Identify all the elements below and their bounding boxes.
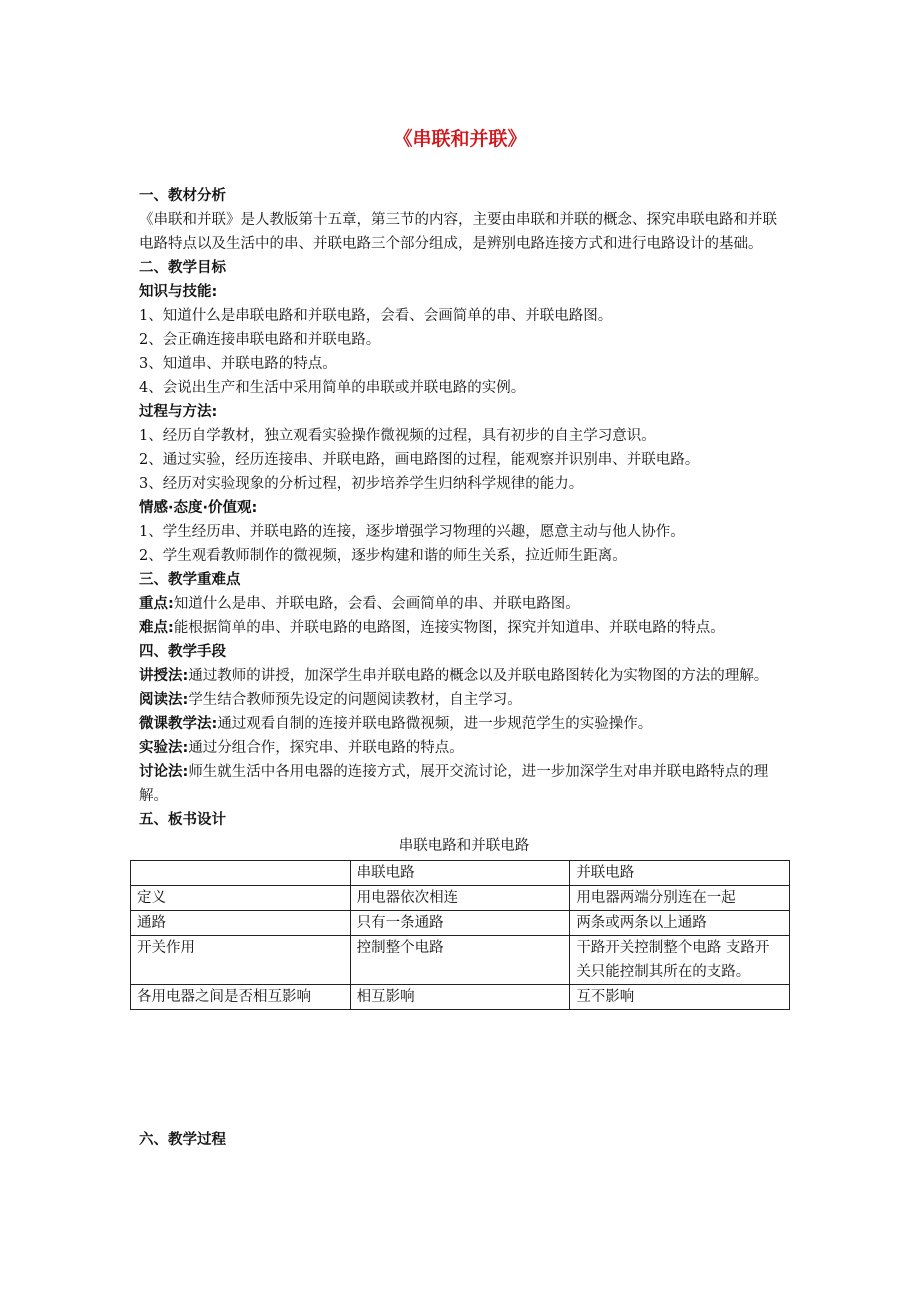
key-point [139,592,789,616]
table-header-row [131,861,790,886]
table-header-cell [131,861,351,886]
paragraph: 《串联和并联》是人教版第十五章，第三节的内容，主要由串联和并联的概念、探究串联电路和并联电路特点以及生活中的串、并联电路三个部分组成，是辨别电路连接方式和进行电路设计的基础。 [139,212,777,252]
difficult-point [139,616,789,640]
list-item: 4、会说出生产和生活中采用简单的串联或并联电路的实例。 [139,380,526,396]
table-row [131,886,790,911]
method-item [139,712,789,736]
table-cell: 干路开关控制整个电路 支路开关只能控制其所在的支路。 [570,936,790,985]
key-text: 知道什么是串、并联电路，会看、会画简单的串、并联电路图。 [173,596,580,612]
list-item: 1、经历自学教材，独立观看实验操作微视频的过程，具有初步的自主学习意识。 [139,428,656,444]
table-row [131,985,790,1010]
page-title: 《串联和并联》 [393,128,527,150]
table-cell: 各用电器之间是否相互影响 [131,985,351,1010]
table-cell: 开关作用 [131,936,351,985]
method-text: 通过分组合作，探究串、并联电路的特点。 [188,740,464,756]
method-item [139,664,789,688]
method-text: 学生结合教师预先设定的问题阅读教材，自主学习。 [188,692,522,708]
table-cell: 用电器依次相连 [350,886,570,911]
list-item: 2、通过实验，经历连接串、并联电路，画电路图的过程，能观察并识别串、并联电路。 [139,452,700,468]
document-body [139,184,789,1010]
list-item: 3、经历对实验现象的分析过程，初步培养学生归纳科学规律的能力。 [139,476,584,492]
method-item [139,736,789,760]
method-label: 微课教学法: [139,716,218,732]
table-cell: 两条或两条以上通路 [570,911,790,936]
table-cell: 定义 [131,886,351,911]
subheading: 知识与技能: [139,284,218,300]
subheading: 情感·态度·价值观: [139,500,258,516]
difficult-text: 能根据简单的串、并联电路的电路图，连接实物图，探究并知道串、并联电路的特点。 [173,620,725,636]
method-item [139,760,789,808]
method-label: 讨论法: [139,764,189,780]
table-cell: 相互影响 [350,985,570,1010]
section-heading: 一、教材分析 [139,188,226,204]
list-item: 2、学生观看教师制作的微视频，逐步构建和谐的师生关系，拉近师生距离。 [139,548,627,564]
table-cell: 控制整个电路 [350,936,570,985]
table-cell: 用电器两端分别连在一起 [570,886,790,911]
table-row [131,911,790,936]
method-text: 师生就生活中各用电器的连接方式，展开交流讨论，进一步加深学生对串并联电路特点的理解。 [139,764,769,804]
table-cell: 只有一条通路 [350,911,570,936]
method-label: 实验法: [139,740,189,756]
list-item: 1、学生经历串、并联电路的连接，逐步增强学习物理的兴趣，愿意主动与他人协作。 [139,524,685,540]
method-label: 讲授法: [139,668,189,684]
section-heading: 五、板书设计 [139,812,226,828]
section-heading: 二、教学目标 [139,260,226,276]
table-cell: 互不影响 [570,985,790,1010]
subheading: 过程与方法: [139,404,218,420]
section-heading: 四、教学手段 [139,644,226,660]
list-item: 1、知道什么是串联电路和并联电路，会看、会画简单的串、并联电路图。 [139,308,613,324]
table-row [131,936,790,985]
table-header-cell: 并联电路 [570,861,790,886]
list-item: 3、知道串、并联电路的特点。 [139,356,337,372]
method-text: 通过教师的讲授，加深学生串并联电路的概念以及并联电路图转化为实物图的方法的理解。 [188,668,769,684]
method-item [139,688,789,712]
blackboard-table [130,860,790,1010]
list-item: 2、会正确连接串联电路和并联电路。 [139,332,381,348]
method-label: 阅读法: [139,692,189,708]
section-heading: 六、教学过程 [139,1132,226,1148]
table-caption: 串联电路和并联电路 [398,838,530,854]
table-header-cell: 串联电路 [350,861,570,886]
section-heading: 三、教学重难点 [139,572,241,588]
difficult-label: 难点: [139,620,174,636]
key-label: 重点: [139,596,174,612]
method-text: 通过观看自制的连接并联电路微视频，进一步规范学生的实验操作。 [217,716,653,732]
table-cell: 通路 [131,911,351,936]
